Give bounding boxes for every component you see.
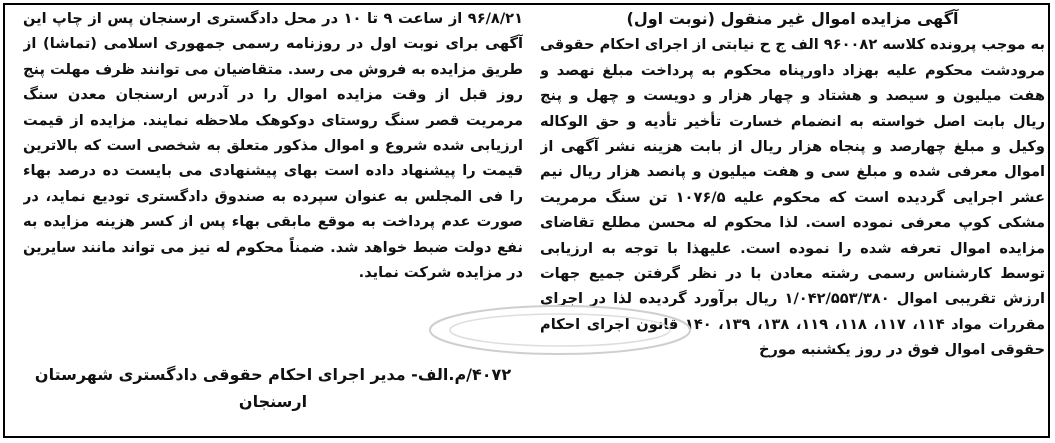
notice-body-right: به موجب پرونده کلاسه ۹۶۰۰۸۲ الف ج ح نیابتی از اجرای احکام حقوقی مرودشت محکوم علیه بهزاد داورپناه محکوم به پرداخت مبلغ نهصد و هفت میلیون و سیصد و هشتاد و چهار هزار و دویست و چهل و پنج ریال بابت اصل خواسته به انضمام خسارت تأخیر تأدیه و حق الوکاله وکیل و مبلغ چهارصد و پنجاه هزار ریال از بابت هزینه نشر آگهی از اموال معرفی شده و مبلغ سی و هفت میلیون و پانصد هزار ریال نیم عشر اجرایی گردیده است که محکوم علیه ۱۰۷۶/۵ تن سنگ مرمریت مشکی کوپ معرفی نموده است. لذا محکوم له محسن مطلع تقاضای مزایده اموال تعرفه شده را نموده است. علیهذا با توجه به ارزیابی توسط کارشناس رسمی رشته معادن با در نظر گرفتن جمیع جهات ارزش تقریبی اموال ۱/۰۴۲/۵۵۳/۳۸۰ ریال برآورد گردیده لذا در اجرای مقررات مواد ۱۱۴، ۱۱۷، ۱۱۸، ۱۱۹، ۱۳۸، ۱۳۹، ۱۴۰ قانون اجرای احکام حقوقی اموال فوق در روز یکشنبه مورخ xyxy=(540,36,1045,359)
notice-title: آگهی مزایده اموال غیر منقول (نوبت اول) xyxy=(626,9,959,28)
notice-right-column xyxy=(540,6,1045,363)
notice-body-left: ۹۶/۸/۲۱ از ساعت ۹ تا ۱۰ در محل دادگستری ارسنجان پس از چاپ این آگهی برای نوبت اول در روزنامه رسمی جمهوری اسلامی (تماشا) از طریق مزایده به فروش می رسد. متقاضیان می توانند ظرف مهلت پنج روز قبل از وقت مزایده اموال را در آدرس ارسنجان معدن سنگ مرمریت قصر سنگ روستای دوکوهک ملاحظه نمایند. مزایده از قیمت ارزیابی شده شروع و اموال مذکور متعلق به شخصی است که بالاترین قیمت را پیشنهاد داده است بهای پیشنهادی می بایست ده درصد بهاء را فی المجلس به عنوان سپرده به صندوق دادگستری تودیع نماید، در صورت عدم پرداخت به موقع مابقی بهاء پس از کسر هزینه مزایده به نفع دولت ضبط خواهد شد. ضمناً محکوم له نیز می تواند مانند سایرین در مزایده شرکت نماید. xyxy=(23,10,523,282)
notice-left-column xyxy=(23,6,523,285)
notice-signature: ۴۰۷۲/م.الف- مدیر اجرای احکام حقوقی دادگستری شهرستان ارسنجان xyxy=(34,365,512,411)
